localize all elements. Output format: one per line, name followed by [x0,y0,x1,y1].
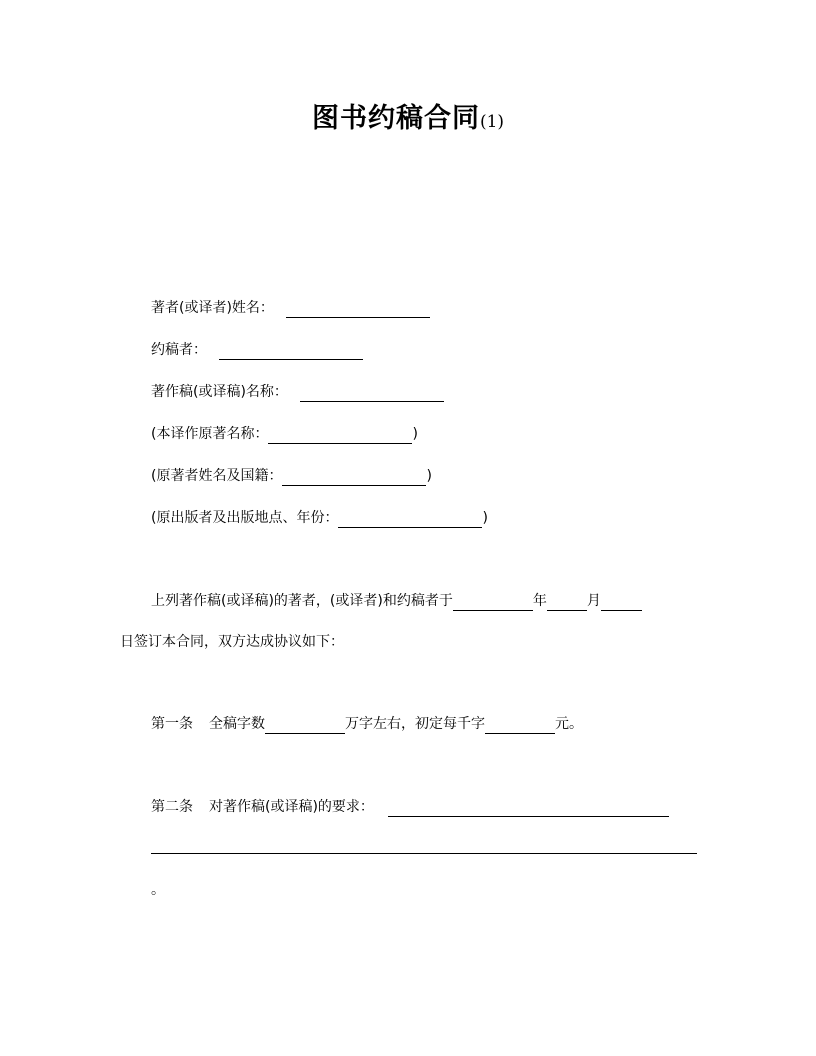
original-publisher-line [151,508,488,528]
rate-blank[interactable] [485,718,555,734]
date-day-blank[interactable] [601,595,642,611]
commissioner-blank[interactable] [219,344,363,360]
requirements-blank-1[interactable] [388,801,669,817]
original-author-label: (原著者姓名及国籍： [151,468,283,484]
original-author-close: ) [426,468,432,484]
author-label: 著者(或译者)姓名： [151,300,274,316]
article-2-end-mark: 。 [151,882,165,898]
work-title-label: 著作稿(或译稿)名称： [151,384,288,400]
original-author-blank[interactable] [282,470,426,486]
article-1-text-2: 万字左右，初定每千字 [345,716,485,732]
month-label: 月 [586,593,601,609]
commissioner-label: 约稿者： [151,342,207,358]
article-1-heading: 第一条 [151,716,193,732]
work-title-line [151,382,444,402]
title-note: (1) [479,112,505,132]
article-2 [151,797,669,817]
author-line [151,298,430,318]
original-title-line [151,424,418,444]
commissioner-line [151,340,363,360]
article-2-heading: 第二条 [151,799,193,815]
preamble-line-1 [151,591,642,611]
year-label: 年 [532,593,547,609]
preamble-text-2: 日签订本合同，双方达成协议如下： [120,634,344,650]
original-publisher-label: (原出版者及出版地点、年份： [151,510,339,526]
word-count-blank[interactable] [265,718,345,734]
article-2-text-1: 对著作稿(或译稿)的要求： [209,799,374,815]
original-publisher-close: ) [482,510,488,526]
article-1-text-3: 元。 [555,716,583,732]
document-title [0,96,816,135]
title-text: 图书约稿合同 [311,103,480,134]
preamble-line-2 [120,632,344,652]
article-1-text-1: 全稿字数 [209,716,265,732]
author-blank[interactable] [286,302,430,318]
original-title-blank[interactable] [268,428,412,444]
original-title-close: ) [412,426,418,442]
article-1 [151,714,583,734]
original-author-line [151,466,432,486]
original-title-label: (本译作原著名称： [151,426,269,442]
preamble-text-1: 上列著作稿(或译稿)的著者，(或译者)和约稿者于 [151,593,453,609]
requirements-blank-2[interactable] [151,853,697,854]
date-year-blank[interactable] [453,595,533,611]
original-publisher-blank[interactable] [338,512,482,528]
article-2-end [151,880,165,900]
work-title-blank[interactable] [300,386,444,402]
date-month-blank[interactable] [547,595,587,611]
